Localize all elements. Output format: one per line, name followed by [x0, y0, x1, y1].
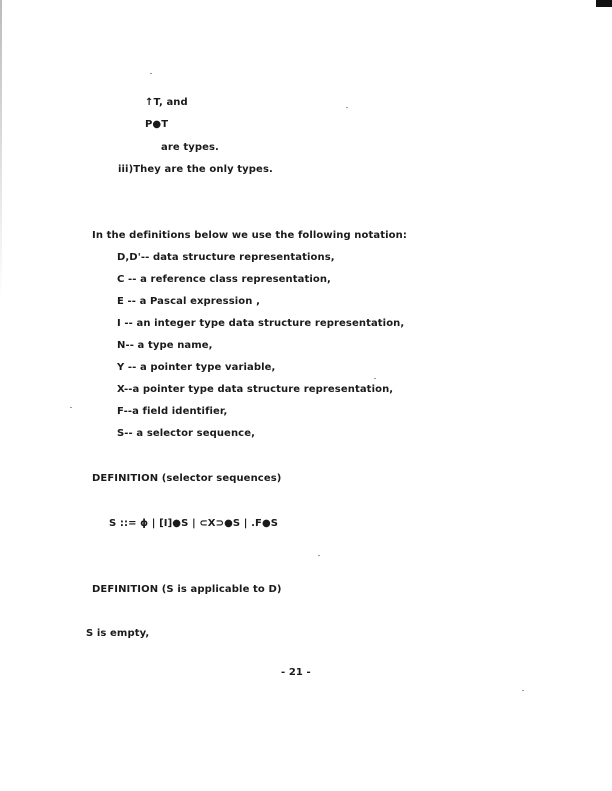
notation-intro: In the definitions below we use the following notation:: [92, 230, 407, 241]
type-item-pointer: ↑T, and: [145, 97, 188, 108]
notation-entry: S-- a selector sequence,: [117, 428, 255, 439]
notation-entry: I -- an integer type data structure representation,: [117, 318, 405, 329]
scan-corner-mark: [596, 0, 612, 7]
notation-entry: Y -- a pointer type variable,: [117, 362, 276, 373]
notation-entry: N-- a type name,: [117, 340, 213, 351]
types-conclusion: are types.: [161, 142, 219, 153]
type-item-product: P●T: [145, 119, 169, 130]
notation-entry: C -- a reference class representation,: [117, 274, 331, 285]
scan-edge-shadow: [0, 0, 2, 300]
scan-speck: [522, 690, 524, 691]
notation-entry: X--a pointer type data structure representation,: [117, 384, 394, 395]
notation-entry: E -- a Pascal expression ,: [117, 296, 260, 307]
definition-heading-applicable: DEFINITION (S is applicable to D): [92, 584, 282, 595]
scan-speck: [70, 407, 72, 408]
scan-speck: [374, 378, 376, 379]
page-number: - 21 -: [281, 667, 311, 678]
scan-speck: [318, 555, 320, 556]
types-clause-iii: iii)They are the only types.: [118, 164, 273, 175]
scan-speck: [346, 107, 348, 108]
definition-case-empty: S is empty,: [86, 628, 150, 639]
scan-speck: [150, 73, 152, 74]
selector-sequence-grammar: S ::= ϕ | [I]●S | ⊂X⊃●S | .F●S: [109, 518, 279, 529]
notation-entry: F--a field identifier,: [117, 406, 228, 417]
notation-entry: D,D'-- data structure representations,: [117, 252, 335, 263]
definition-heading-selector-sequences: DEFINITION (selector sequences): [92, 473, 282, 484]
